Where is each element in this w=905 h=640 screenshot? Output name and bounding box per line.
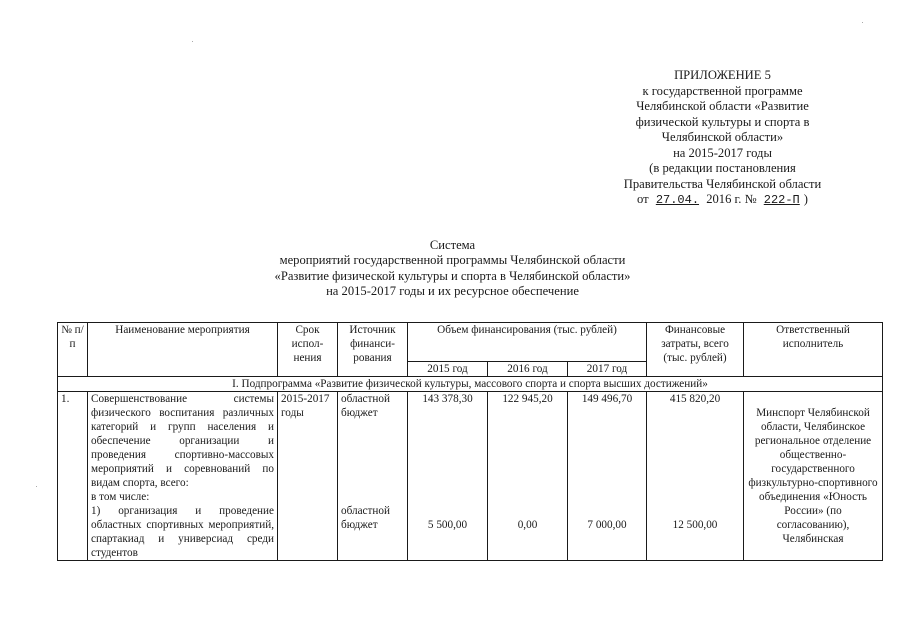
source-main: областной бюджет: [341, 393, 390, 419]
subprogram-heading: I. Подпрограмма «Развитие физической культуры, массового спорта и спорта высших достижений»: [58, 377, 883, 392]
header-term: Срок испол-нения: [278, 323, 338, 377]
header-num: № п/п: [58, 323, 88, 377]
header-total: Финансовые затраты, всего (тыс. рублей): [647, 323, 744, 377]
title-line: на 2015-2017 годы и их ресурсное обеспечение: [326, 284, 579, 299]
measure-name-cell: [88, 392, 278, 561]
handwritten-date: 27.04.: [655, 193, 700, 207]
document-title: [150, 238, 755, 300]
appendix-line: Челябинской области»: [661, 130, 784, 144]
appendix-line: к государственной программе: [642, 83, 803, 98]
date-middle: 2016 г. №: [706, 192, 757, 206]
value-2016-cell: [488, 392, 568, 561]
scan-speck: [192, 41, 193, 42]
scan-speck: [862, 22, 863, 23]
section-row: [58, 377, 883, 392]
row-number: 1.: [58, 392, 88, 561]
total-sub: 12 500,00: [672, 519, 718, 531]
source-cell: [338, 392, 408, 561]
appendix-line: на 2015-2017 годы: [673, 145, 772, 160]
term-cell: 2015-2017 годы: [278, 392, 338, 561]
total-main: 415 820,20: [669, 393, 721, 405]
scan-speck: [36, 486, 37, 487]
appendix-line: (в редакции постановления: [649, 161, 796, 175]
resolution-date-line: [600, 192, 845, 209]
header-year-2016: 2016 год: [488, 362, 568, 377]
appendix-block: [600, 68, 845, 209]
header-responsible: Ответственный исполнитель: [744, 323, 883, 377]
title-line: Система: [429, 238, 476, 252]
total-cell: [647, 392, 744, 561]
value-2016-main: 122 945,20: [502, 393, 553, 405]
table-row: [58, 392, 883, 561]
header-year-2015: 2015 год: [408, 362, 488, 377]
title-line: «Развитие физической культуры и спорта в Челябинской области»: [274, 268, 631, 283]
source-sub: областной бюджет: [341, 505, 390, 531]
header-volume: Объем финансирования (тыс. рублей): [408, 323, 647, 362]
value-2017-cell: [568, 392, 647, 561]
table-header-row: [58, 323, 883, 362]
measure-sub-label: в том числе:: [91, 491, 150, 503]
header-year-2017: 2017 год: [568, 362, 647, 377]
title-line: мероприятий государственной программы Челябинской области: [279, 253, 626, 268]
appendix-line: Челябинской области «Развитие: [636, 99, 809, 113]
appendix-line: Правительства Челябинской области: [623, 176, 822, 191]
appendix-line: физической культуры и спорта в: [635, 114, 810, 129]
measure-name-main: Совершенствование системы физического воспитания различных категорий и групп населения и обеспечение организации и проведения спортивно-массовых мероприятий и соревнований по видам спорта, всего:: [91, 393, 274, 489]
handwritten-number: 222-П: [763, 193, 800, 207]
value-2016-sub: 0,00: [517, 519, 538, 531]
responsible-cell: [744, 392, 883, 561]
header-name: Наименование мероприятия: [88, 323, 278, 377]
appendix-heading: ПРИЛОЖЕНИЕ 5: [674, 68, 771, 82]
value-2017-main: 149 496,70: [581, 393, 633, 405]
header-source: Источник финанси-рования: [338, 323, 408, 377]
measure-name-sub: 1) организация и проведение областных спортивных мероприятий, спартакиад и универсиад среди студентов: [91, 505, 274, 559]
value-2015-sub: 5 500,00: [427, 519, 468, 531]
measures-table: [57, 322, 883, 561]
date-suffix: ): [803, 192, 808, 206]
value-2015-main: 143 378,30: [422, 393, 473, 405]
responsible-text: Минспорт Челябинской области, Челябинское региональное отделение общественно-государственного физкультурно-спортивного объединения «Юность России» (по согласованию), Челябинская: [748, 407, 878, 545]
value-2017-sub: 7 000,00: [587, 519, 627, 531]
date-prefix: от: [637, 192, 649, 206]
value-2015-cell: [408, 392, 488, 561]
